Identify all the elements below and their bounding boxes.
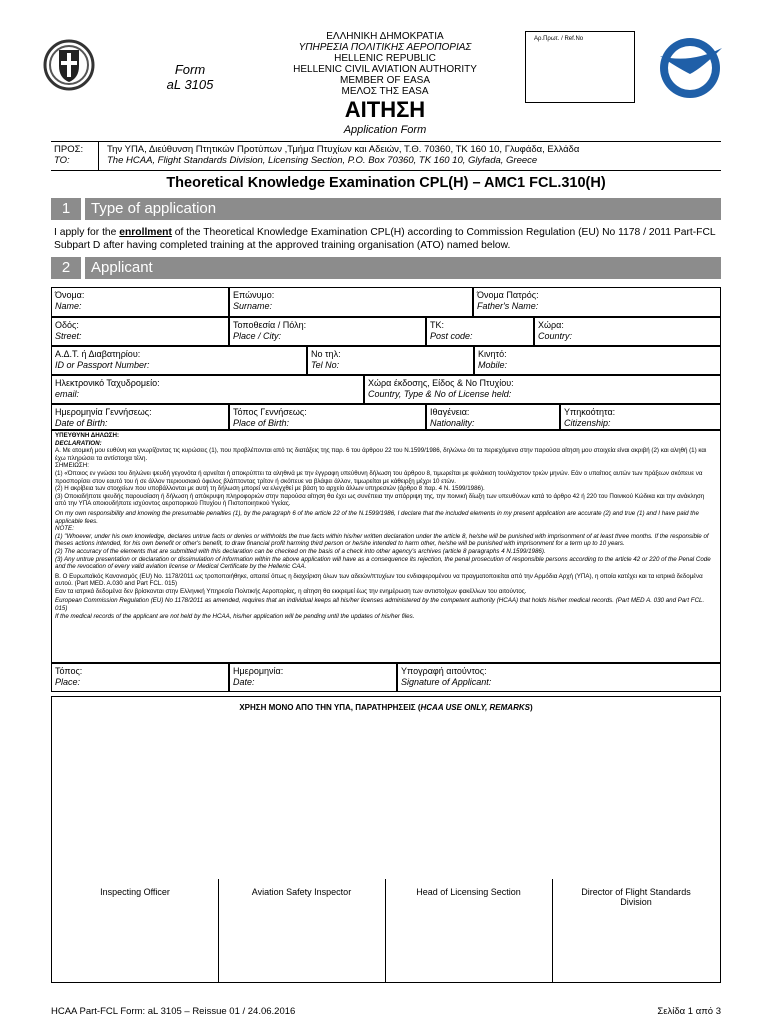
to-label-en: TO: — [54, 155, 70, 166]
dob-field[interactable] — [51, 404, 229, 430]
sign-sig-en: Signature of Applicant: — [401, 677, 492, 687]
declaration-para-b-en-2: If the medical records of the applicant are not held by the HCAA, his/her application will be pending until the updates of his/her files. — [55, 612, 415, 620]
form-label: Form — [174, 62, 206, 77]
email-label-en: email: — [55, 389, 80, 399]
safety-inspector-cell[interactable] — [218, 879, 386, 983]
hcaa-title-gr: ΧΡΗΣΗ ΜΟΝΟ ΑΠΟ ΤΗΝ ΥΠΑ, ΠΑΡΑΤΗΡΗΣΕΙΣ ( — [239, 703, 421, 712]
sign-place-field[interactable] — [51, 663, 229, 692]
authority-line-3: HELLENIC REPUBLIC — [334, 53, 436, 64]
pob-label-gr: Τόπος Γεννήσεως: — [233, 407, 307, 417]
surname-label-en: Surname: — [233, 301, 273, 311]
sign-sig-gr: Υπογραφή αιτούντος: — [401, 666, 487, 676]
mobile-field[interactable] — [474, 346, 721, 375]
declaration-note-gr-3: (3) Οποιαδήποτε ψευδής παρουσίαση ή δήλωση ή απόκρυψη πληροφοριών στην παρούσα αίτηση θα έχει ως συνέπεια την απόρριψη της, την ποινική δίωξη των υπευθύνων κατά το άρθρο 42 ή 220 του Ποινικού Κώδικα και την ανάκληση από την ΥΠΑ οποιουδήποτε ισχύοντος αεροπορικού Πτυχίου ή Πιστοποιητικού Υγείας. — [55, 492, 705, 508]
place-label-gr: Τοποθεσία / Πόλη: — [233, 320, 307, 330]
father-label-gr: Όνομα Πατρός: — [477, 290, 539, 300]
name-field[interactable] — [51, 287, 229, 317]
tel-field[interactable] — [307, 346, 474, 375]
declaration-para-b-gr-1: Β. Ο Ευρωπαϊκός Κανονισμός (ΕU) No. 1178/2011 ως τροποποιήθηκε, απαιτεί όπως η διαχείριση όλων των αδειών/πτυχίων του ενδιαφερομένου να πραγματοποιείται από την Αρμόδια Αρχή (ΥΠΑ), η οποία κατέχει και τα ιατρικά δεδομένα αυτού. (Part MED. A.030 and Part FCL. 015) — [55, 572, 703, 588]
place-label-en: Place / City: — [233, 331, 282, 341]
form-number: aL 3105 — [166, 77, 214, 92]
section2-number: 2 — [51, 257, 81, 279]
role-head-licensing: Head of Licensing Section — [416, 887, 521, 897]
license-held-field[interactable] — [364, 375, 721, 404]
declaration-para-b-en-1: European Commission Regulation (EU) No 1178/2011 as amended, requires that an individual keeps all his/her licenses administered by the competent authority (HCAA) that holds his/her medical records. (Part MED A. 030 and Part FCL. 015) — [55, 597, 705, 613]
role-inspecting-officer: Inspecting Officer — [100, 887, 170, 897]
id-label-en: ID or Passport Number: — [55, 360, 150, 370]
mobile-label-en: Mobile: — [478, 360, 508, 370]
hcaa-use-box — [51, 696, 721, 983]
email-label-gr: Ηλεκτρονικό Ταχυδρομείο: — [55, 378, 160, 388]
role-safety-inspector: Aviation Safety Inspector — [251, 887, 352, 897]
dob-label-gr: Ημερομηνία Γεννήσεως: — [55, 407, 152, 417]
greek-coat-of-arms-icon — [40, 38, 98, 92]
to-block — [51, 141, 721, 171]
id-passport-field[interactable] — [51, 346, 307, 375]
authority-block — [255, 31, 515, 97]
sign-date-en: Date: — [233, 677, 255, 687]
page-subtitle: Application Form — [343, 124, 427, 136]
name-label-en: Name: — [55, 301, 82, 311]
director-cell[interactable] — [552, 879, 720, 983]
head-licensing-cell[interactable] — [385, 879, 553, 983]
street-label-gr: Οδός: — [55, 320, 79, 330]
hcaa-box-title — [52, 703, 720, 712]
declaration-para-a-en: On my own responsibility and knowing the presumable penalties (1), by the paragraph 6 of the article 22 of the N.1599/1986, I declare that the included elements in my present application are accurate (2) and true (1) and I have paid the applicable fees. — [55, 509, 699, 525]
hcaa-remarks-area[interactable] — [57, 712, 715, 880]
lic-label-gr: Χώρα έκδοσης, Είδος & Νο Πτυχίου: — [368, 378, 514, 388]
sign-place-en: Place: — [55, 677, 81, 687]
authority-line-6: ΜΕΛΟΣ ΤΗΣ EASA — [341, 86, 429, 97]
applicant-signature-field[interactable] — [397, 663, 721, 692]
dob-label-en: Date of Birth: — [55, 418, 108, 428]
section1-title: Type of application — [85, 198, 721, 220]
inspecting-officer-cell[interactable] — [52, 879, 219, 983]
country-label-gr: Χώρα: — [538, 320, 564, 330]
declaration-note-gr-1: (1) «Όποιος εν γνώσει του δηλώνει ψευδή γεγονότα ή αρνείται ή αποκρύπτει τα αληθινά με την έγγραφη υπεύθυνη δήλωση του άρθρου 8, τιμωρείται με φυλάκιση τουλάχιστον τριών μηνών. Εάν ο υπαίτιος αυτών των πράξεων σκόπευε να προσπορίσει στον εαυτό του ή σε άλλον περιουσιακό όφελος βλάπτοντας τρίτον ή σκόπευε να βλάψει άλλον, τιμωρείται με κάθειρξη μέχρι 10 ετών. — [55, 469, 703, 485]
section1-text-bold: enrollment — [119, 227, 172, 238]
nat-label-gr: Ιθαγένεια: — [430, 407, 470, 417]
sign-place-gr: Τόπος: — [55, 666, 83, 676]
section1-text-b: of the Theoretical Knowledge Examination CPL(H) according to Commission Regulation (EU) No 1178 / 2011 Part-FCL Subpart D after having completed training at the approved training organisation (ATO) named below. — [54, 227, 716, 251]
citizenship-field[interactable] — [560, 404, 721, 430]
authority-line-5: MEMBER OF EASA — [339, 75, 430, 86]
name-label-gr: Όνομα: — [55, 290, 85, 300]
declaration-box — [51, 430, 721, 663]
declaration-note-en-3: (3) Any untrue presentation or declaration or dissimulation of information within the above application will have as a consequence its rejection, the penal prosecution of responsible persons according to the article 42 or 220 of the Penal Code and the revocation of every valid aviation license or Medical Certificate by the Hellenic CAA. — [55, 555, 711, 571]
declaration-heading-gr: ΥΠΕΥΘΥΝΗ ΔΗΛΩΣΗ: — [55, 432, 120, 439]
tel-label-gr: Νο τηλ: — [311, 349, 341, 359]
form-id — [155, 62, 225, 92]
surname-label-gr: Επώνυμο: — [233, 290, 275, 300]
cit-label-en: Citizenship: — [564, 418, 611, 428]
section1-number: 1 — [51, 198, 81, 220]
hcaa-logo-icon — [652, 34, 728, 102]
ref-number-box[interactable] — [525, 31, 635, 103]
footer-left: HCAA Part-FCL Form: aL 3105 – Reissue 01 / 24.06.2016 — [51, 1006, 296, 1017]
nationality-field[interactable] — [426, 404, 560, 430]
section1-text — [54, 226, 718, 252]
hcaa-title-en: HCAA USE ONLY, REMARKS — [420, 703, 530, 712]
lic-label-en: Country, Type & No of License held: — [368, 389, 512, 399]
declaration-note-en-1: (1) "Whoever, under his own knowledge, declares untrue facts or denies or withholds the true facts within his/her written declaration under the article 8, he/she will be punished with imprisonment of at least three months. If the responsible of theses actions intended, for his own benefit or other's benefit, to draw financial profit harming third person or he/she intended to harm other, he/she will be punished with imprisonment for a term up to 10 years. — [55, 532, 709, 548]
sign-date-field[interactable] — [229, 663, 397, 692]
section2-title: Applicant — [85, 257, 721, 279]
declaration-heading-en: DECLARATION: — [55, 439, 102, 447]
street-field[interactable] — [51, 317, 229, 346]
declaration-note-en-head: NOTE: — [55, 525, 74, 533]
id-label-gr: Α.Δ.Τ. ή Διαβατηρίου: — [55, 349, 141, 359]
to-text-gr: Την ΥΠΑ, Διεύθυνση Πτητικών Προτύπων ,Τμήμα Πτυχίων και Αδειών, Τ.Θ. 70360, ΤΚ 160 10, Γλυφάδα, Ελλάδα — [107, 144, 580, 155]
street-label-en: Street: — [55, 331, 82, 341]
authority-line-4: HELLENIC CIVIL AVIATION AUTHORITY — [293, 64, 477, 75]
email-field[interactable] — [51, 375, 364, 404]
nat-label-en: Nationality: — [430, 418, 475, 428]
father-name-field[interactable] — [473, 287, 721, 317]
postcode-field[interactable] — [426, 317, 534, 346]
tk-label-gr: ΤΚ: — [430, 320, 445, 330]
sign-date-gr: Ημερομηνία: — [233, 666, 284, 676]
section1-text-a: I apply for the — [54, 227, 120, 238]
tel-label-en: Tel No: — [311, 360, 340, 370]
authority-line-2: ΥΠΗΡΕΣΙΑ ΠΟΛΙΤΙΚΗΣ ΑΕΡΟΠΟΡΙΑΣ — [298, 42, 472, 53]
pob-field[interactable] — [229, 404, 426, 430]
main-title: Theoretical Knowledge Examination CPL(H) – AMC1 FCL.310(H) — [166, 175, 606, 191]
role-director: Director of Flight Standards Division — [581, 887, 691, 907]
place-field[interactable] — [229, 317, 426, 346]
cit-label-gr: Υπηκοότητα: — [564, 407, 616, 417]
to-text-en: The HCAA, Flight Standards Division, Licensing Section, P.O. Box 70360, TK 160 10, Glyfada, Greece — [107, 155, 538, 166]
country-field[interactable] — [534, 317, 721, 346]
declaration-note-en-2: (2) The accuracy of the elements that are submitted with this declaration can be checked on the basis of a check into other agency's archives (article 8 paragraphs 4 N.1599/1986). — [55, 547, 546, 555]
hcaa-title-end: ) — [529, 703, 533, 712]
country-label-en: Country: — [538, 331, 573, 341]
page-title: ΑΙΤΗΣΗ — [344, 97, 426, 122]
to-label-gr: ΠΡΟΣ: — [54, 144, 84, 155]
hcaa-signature-row — [52, 873, 720, 981]
footer-page-number: Σελίδα 1 από 3 — [657, 1006, 721, 1017]
declaration-note-gr-2: (2) Η ακρίβεια των στοιχείων που υποβάλλονται με αυτή τη δήλωση μπορεί να ελεγχθεί με βάση το αρχείο άλλων υπηρεσιών (άρθρο 8 παρ. 4 Ν. 1599/1986). — [55, 485, 485, 493]
authority-line-1: ΕΛΛΗΝΙΚΗ ΔΗΜΟΚΡΑΤΙΑ — [326, 31, 444, 42]
ref-number-label: Αρ.Πρωτ. / Ref.No — [534, 36, 584, 42]
father-label-en: Father's Name: — [477, 301, 539, 311]
mobile-label-gr: Κινητό: — [478, 349, 507, 359]
declaration-note-gr-head: ΣΗΜΕΙΩΣΗ: — [55, 462, 89, 470]
pob-label-en: Place of Birth: — [233, 418, 290, 428]
declaration-para-a-gr: Α. Με ατομική μου ευθύνη και γνωρίζοντας τις κυρώσεις (1), που προβλέπονται από τις διατάξεις της παρ. 6 του άρθρου 22 του Ν.1599/1986, δηλώνω ότι τα περιεχόμενα στην παρούσα αίτηση μου στοιχεία είναι ακριβή (2) και αληθή (1) και έχω πληρώσει τα αντίστοιχα τέλη. — [55, 447, 707, 462]
tk-label-en: Post code: — [430, 331, 473, 341]
declaration-para-b-gr-2: Εαν τα ιατρικά δεδομένα δεν βρίσκονται στην Ελληνική Υπηρεσία Πολιτικής Αεροπορίας, η αίτηση θα εκκρεμεί έως την ενημέρωση των αντιστοίχων φακέλλων του αιτούντος. — [55, 587, 527, 595]
surname-field[interactable] — [229, 287, 473, 317]
